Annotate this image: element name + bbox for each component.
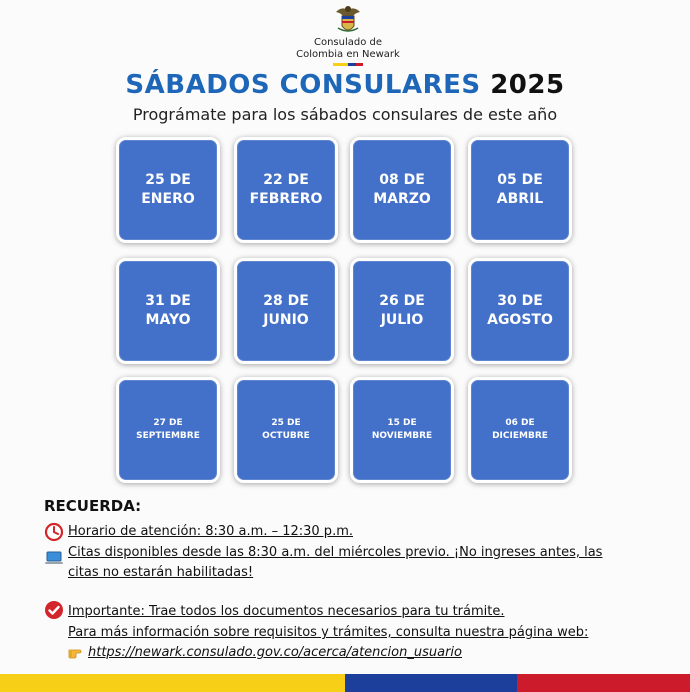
- date-tile: [350, 137, 454, 243]
- reminder-heading: RECUERDA:: [44, 497, 142, 515]
- title-year: 2025: [490, 70, 565, 100]
- date-tile: [234, 137, 338, 243]
- date-month: MAYO: [145, 312, 191, 328]
- date-tile: [234, 377, 338, 483]
- date-month: AGOSTO: [487, 312, 553, 328]
- hours-text: Horario de atención: 8:30 a.m. – 12:30 p.m.: [68, 524, 353, 539]
- date-day: 25 DE: [145, 172, 191, 188]
- date-tile: [350, 377, 454, 483]
- date-month: JULIO: [380, 312, 424, 328]
- date-day: 25 DE: [271, 418, 301, 428]
- date-month: DICIEMBRE: [492, 431, 548, 441]
- date-tile: [116, 137, 220, 243]
- website-link[interactable]: https://newark.consulado.gov.co/acerca/atencion_usuario: [88, 645, 462, 660]
- flag-blue: [345, 674, 517, 692]
- date-month: MARZO: [373, 191, 431, 207]
- date-month: FEBRERO: [249, 191, 323, 207]
- important-text: Importante: Trae todos los documentos necesarios para tu trámite.: [68, 604, 505, 619]
- date-month: SEPTIEMBRE: [136, 431, 200, 441]
- date-day: 30 DE: [497, 293, 543, 309]
- date-day: 28 DE: [263, 293, 309, 309]
- date-tile: [116, 258, 220, 364]
- availability-text-1: Citas disponibles desde las 8:30 a.m. del miércoles previo. ¡No ingreses antes, las: [68, 545, 603, 560]
- more-info-text: Para más información sobre requisitos y trámites, consulta nuestra página web:: [68, 625, 589, 640]
- date-day: 05 DE: [497, 172, 543, 188]
- date-day: 31 DE: [145, 293, 191, 309]
- date-tile: [468, 137, 572, 243]
- date-tile: [468, 258, 572, 364]
- date-month: OCTUBRE: [262, 431, 310, 441]
- flag-yellow: [0, 674, 345, 692]
- date-month: ENERO: [141, 191, 195, 207]
- date-month: JUNIO: [263, 312, 309, 328]
- page-subtitle: Prográmate para los sábados consulares de este año: [132, 105, 558, 124]
- consulate-name: [250, 37, 446, 61]
- flag-stripe: [333, 63, 363, 66]
- page-title: [0, 70, 690, 100]
- date-month: ABRIL: [496, 191, 544, 207]
- coat-of-arms-icon: [333, 4, 363, 36]
- date-tile: [116, 377, 220, 483]
- date-tile: [350, 258, 454, 364]
- laptop-icon: [44, 550, 64, 566]
- date-day: 22 DE: [263, 172, 309, 188]
- date-month: NOVIEMBRE: [371, 431, 433, 441]
- flag-red: [517, 674, 690, 692]
- date-tile: [234, 258, 338, 364]
- date-day: 27 DE: [153, 418, 183, 428]
- consulate-line-1: Consulado de: [313, 37, 383, 48]
- date-day: 15 DE: [387, 418, 417, 428]
- availability-text-2: citas no estarán habilitadas!: [68, 565, 254, 580]
- check-circle-icon: [44, 600, 64, 620]
- title-main: SÁBADOS CONSULARES: [125, 70, 481, 100]
- pointing-hand-icon: [68, 645, 86, 659]
- date-grid: [110, 137, 580, 487]
- flag-bar: [0, 674, 690, 692]
- clock-icon: [44, 522, 64, 542]
- date-tile: [468, 377, 572, 483]
- date-day: 06 DE: [505, 418, 535, 428]
- date-day: 26 DE: [379, 293, 425, 309]
- consulate-line-2: Colombia en Newark: [296, 49, 400, 60]
- date-day: 08 DE: [379, 172, 425, 188]
